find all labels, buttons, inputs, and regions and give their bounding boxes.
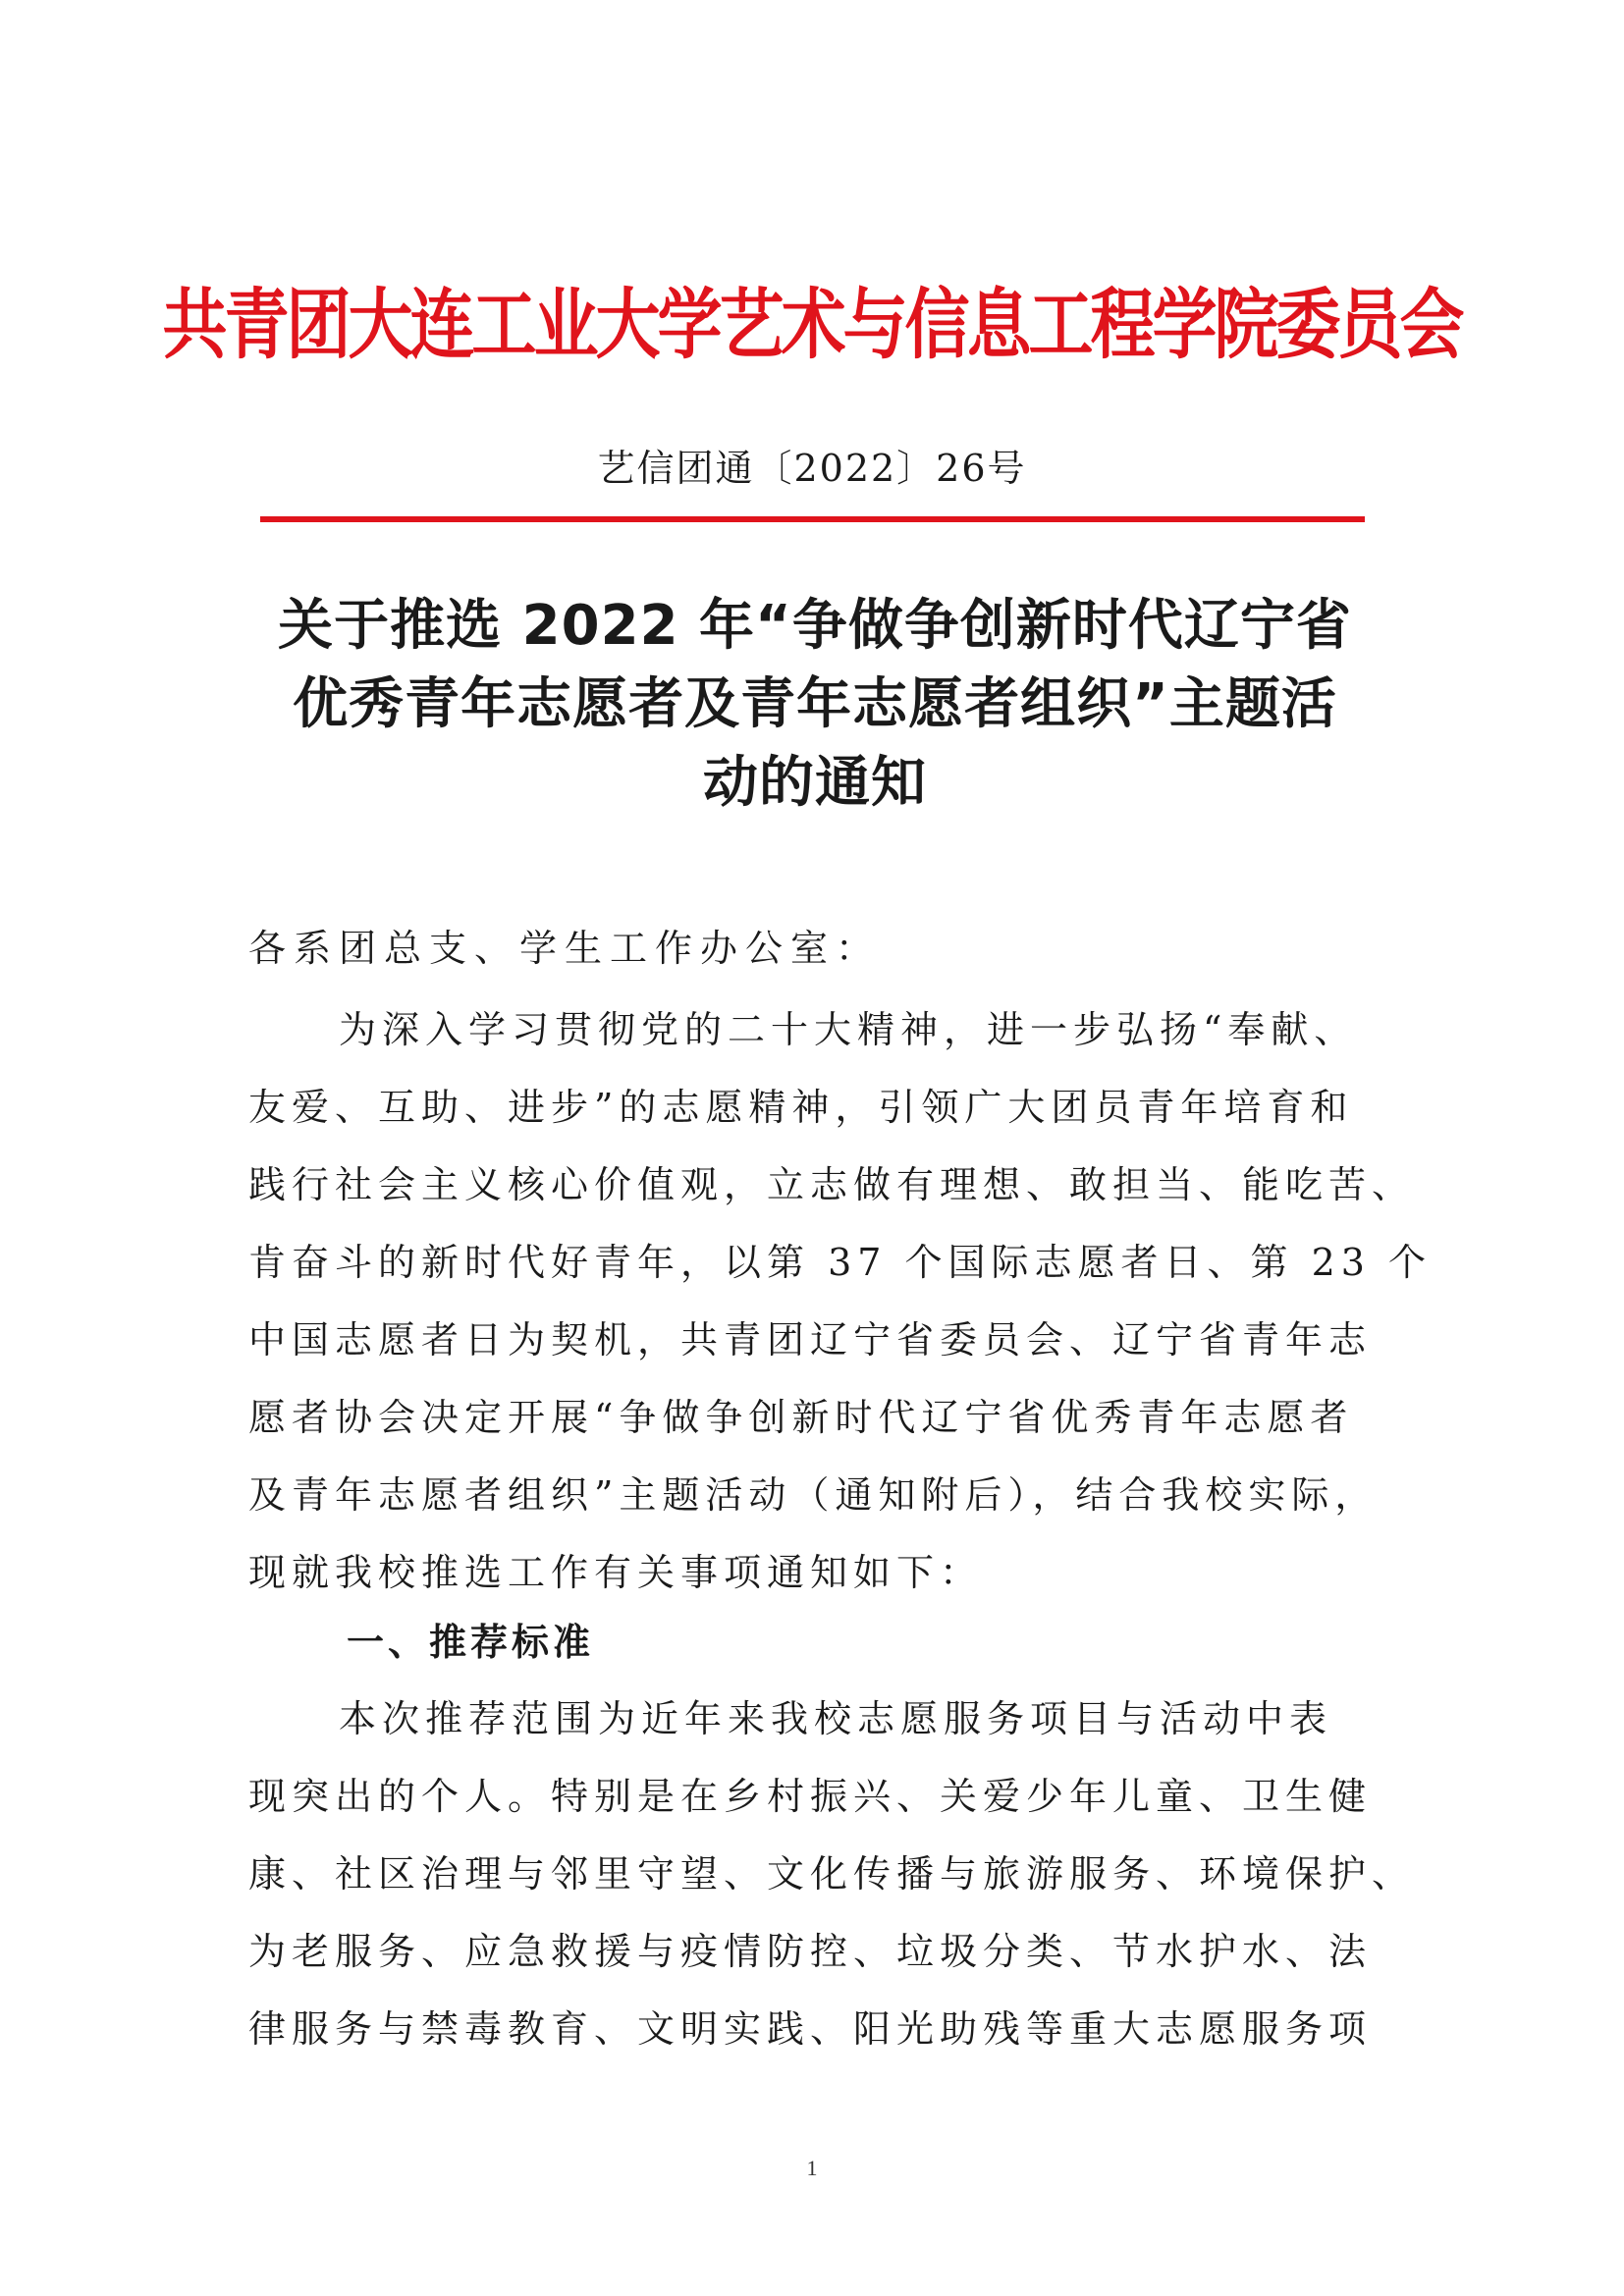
section-heading-recommendation-criteria: 一、推荐标准 bbox=[347, 1621, 595, 1664]
paragraph-line: 愿者协会决定开展“争做争创新时代辽宁省优秀青年志愿者 bbox=[248, 1396, 1354, 1439]
issuing-organization-header: 共青团大连工业大学艺术与信息工程学院委员会 bbox=[162, 279, 1462, 370]
paragraph-line: 为深入学习贯彻党的二十大精神，进一步弘扬“奉献、 bbox=[339, 1008, 1358, 1051]
paragraph-line: 中国志愿者日为契机，共青团辽宁省委员会、辽宁省青年志 bbox=[248, 1318, 1373, 1362]
title-line: 动的通知 bbox=[703, 751, 927, 815]
document-title bbox=[245, 587, 1384, 823]
paragraph-line: 本次推荐范围为近年来我校志愿服务项目与活动中表 bbox=[339, 1697, 1333, 1740]
red-divider-line bbox=[260, 516, 1365, 522]
paragraph-line: 康、社区治理与邻里守望、文化传播与旅游服务、环境保护、 bbox=[248, 1852, 1416, 1896]
body-paragraph-criteria bbox=[248, 1681, 1416, 2068]
paragraph-line: 律服务与禁毒教育、文明实践、阳光助残等重大志愿服务项 bbox=[248, 2007, 1373, 2051]
body-paragraph-intro bbox=[248, 991, 1433, 1612]
paragraph-line: 现突出的个人。特别是在乡村振兴、关爱少年儿童、卫生健 bbox=[248, 1775, 1373, 1818]
paragraph-line: 为老服务、应急救援与疫情防控、垃圾分类、节水护水、法 bbox=[248, 1930, 1373, 1973]
paragraph-line: 践行社会主义核心价值观，立志做有理想、敢担当、能吃苦、 bbox=[248, 1163, 1416, 1206]
document-number: 艺信团通〔2022〕26号 bbox=[597, 447, 1027, 490]
page-number: 1 bbox=[806, 2156, 818, 2180]
title-line: 优秀青年志愿者及青年志愿者组织”主题活 bbox=[293, 672, 1337, 736]
salutation: 各系团总支、学生工作办公室： bbox=[248, 927, 882, 970]
paragraph-line: 现就我校推选工作有关事项通知如下： bbox=[248, 1551, 984, 1594]
title-line: 关于推选 2022 年“争做争创新时代辽宁省 bbox=[278, 594, 1352, 658]
paragraph-line: 友爱、互助、进步”的志愿精神，引领广大团员青年培育和 bbox=[248, 1086, 1354, 1129]
paragraph-line: 肯奋斗的新时代好青年，以第 37 个国际志愿者日、第 23 个 bbox=[248, 1241, 1433, 1284]
paragraph-line: 及青年志愿者组织”主题活动（通知附后），结合我校实际， bbox=[248, 1473, 1379, 1517]
